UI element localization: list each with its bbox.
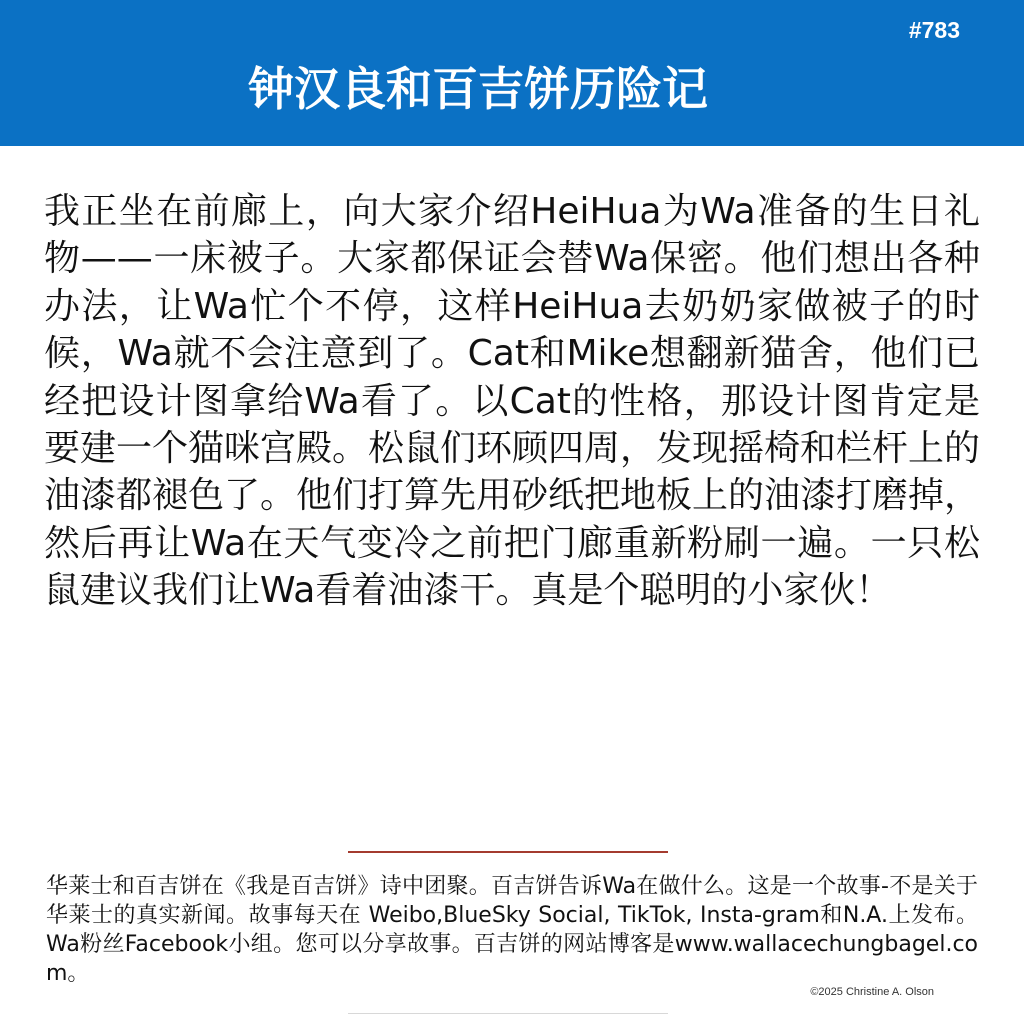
page-title: 钟汉良和百吉饼历险记 <box>248 62 708 116</box>
episode-number: #783 <box>908 17 960 43</box>
divider-line <box>348 851 668 853</box>
story-text: 我正坐在前廊上，向大家介绍HeiHua为Wa准备的生日礼物——一床被子。大家都保证会替Wa保密。他们想出各种办法，让Wa忙个不停，这样HeiHua去奶奶家做被子的时候，Wa就不会注意到了。Cat和Mike想翻新猫舍，他们已经把设计图拿给Wa看了。以Cat的性格，那设计图肯定是要建一个猫咪宫殿。松鼠们环顾四周，发现摇椅和栏杆上的油漆都褪色了。他们打算先用砂纸把地板上的油漆打磨掉，然后再让Wa在天气变冷之前把门廊重新粉刷一遍。一只松鼠建议我们让Wa看着油漆干。真是个聪明的小家伙！ <box>44 191 981 612</box>
header-banner <box>0 0 1024 146</box>
copyright-notice: ©2025 Christine A. Olson <box>810 986 934 998</box>
footer-note: 华莱士和百吉饼在《我是百吉饼》诗中团聚。百吉饼告诉Wa在做什么。这是一个故事-不是关于华莱士的真实新闻。故事每天在 Weibo,BlueSky Social, TikTok, Insta-gram和N.A.上发布。Wa粉丝Facebook小组。您可以分享故事。百吉饼的网站博客是www.wallacechungbagel.com。 <box>46 874 978 986</box>
bottom-divider <box>348 1013 668 1014</box>
